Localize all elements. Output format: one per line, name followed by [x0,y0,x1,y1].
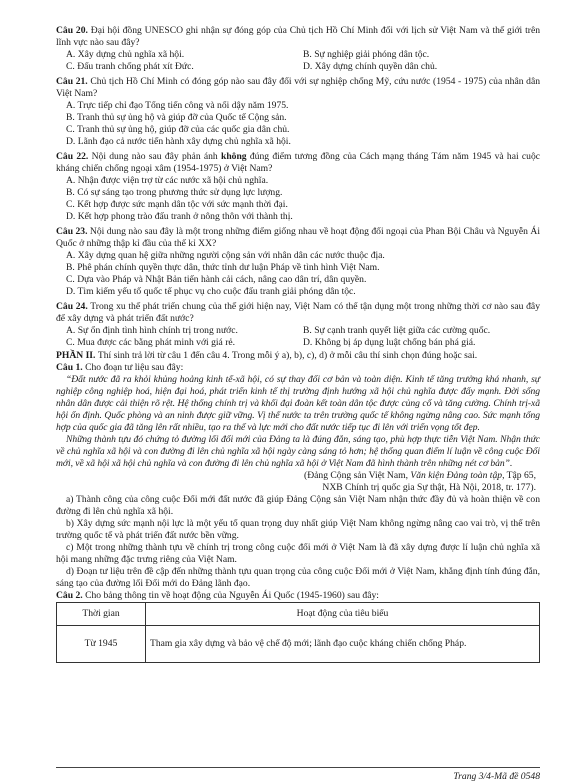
option-d: D. Xây dựng chính quyền dân chủ. [303,61,438,72]
table-cell: Từ 1945 [57,626,146,663]
citation-title: Văn kiện Đảng toàn tập [410,470,503,481]
option-d: D. Không bị áp dụng luật chống bán phá giá. [303,337,476,348]
option-d: D. Tìm kiếm yếu tố quốc tế phục vụ cho cuộc đấu tranh giải phóng dân tộc. [66,286,356,297]
question-23 [56,226,540,298]
part2-question-2 [56,590,540,663]
table-header-cell: Thời gian [57,603,146,626]
option-b: B. Phê phán chính quyền thực dân, thức tỉnh dư luận Pháp về tình hình Việt Nam. [66,262,380,273]
page-footer: Trang 3/4-Mã đề 0548 [453,771,540,782]
option-c: C. Đấu tranh chống phát xít Đức. [66,61,194,72]
option-a: A. Xây dựng chủ nghĩa xã hội. [66,49,185,60]
option-d: D. Lãnh đạo cả nước tiến hành xây dựng chủ nghĩa xã hội. [66,136,291,147]
part-2-heading [56,350,540,362]
exam-page [56,25,541,782]
activity-table [56,602,540,663]
option-a: A. Xây dựng quan hệ giữa những người cộng sản với nhân dân các nước thuộc địa. [66,250,385,261]
question-21 [56,76,540,148]
question-20 [56,25,540,73]
question-number: Câu 1. [56,362,83,373]
question-22 [56,151,540,223]
question-text: Đại hội đồng UNESCO ghi nhận sự đóng góp của Chủ tịch Hồ Chí Minh đối với lịch sử Việt Nam và thế giới trên lĩnh vực nào sau đây? [56,25,540,48]
question-24 [56,301,540,349]
option-b: B. Tranh thủ sự ủng hộ và giúp đỡ của Quốc tế Cộng sản. [66,112,287,123]
statement-b: b) Xây dựng sức mạnh nội lực là một yếu tố quan trọng duy nhất giúp Việt Nam không ngừng nâng cao vai trò, vị thế trên trường quốc tế và phát triển đất nước bền vững. [56,518,540,541]
footer-divider [56,767,540,768]
question-number: Câu 23. [56,226,88,237]
quote-paragraph-1: “Đất nước đã ra khỏi khủng hoảng kinh tế-xã hội, có sự thay đổi cơ bản và toàn diện. Kinh tế tăng trưởng khá nhanh, sự nghiệp công nghiệp hoá, hiện đại hoá, phát triển kinh tế thị trường định hướng xã hội chủ nghĩa được đẩy mạnh. Đời sống nhân dân được cải thiện rõ rệt. Hệ thống chính trị và khối đại đoàn kết toàn dân tộc được củng cố và tăng cường. Chính trị-xã hội ổn định. Quốc phòng và an ninh được giữ vững. Vị thế nước ta trên trường quốc tế không ngừng nâng cao. Sức mạnh tổng hợp của quốc gia đã tăng lên rất nhiều, tạo ra thế và lực mới cho đất nước tiếp tục đi lên với triển vọng tốt đẹp. [56,374,540,433]
part-2-instructions: Thí sinh trả lời từ câu 1 đến câu 4. Trong mỗi ý a), b), c), d) ở mỗi câu thí sinh chọn đúng hoặc sai. [97,350,478,361]
question-text: Trong xu thế phát triển chung của thế giới hiện nay, Việt Nam có thể tận dụng một trong những thời cơ nào sau đây để xây dựng và phát triển đất nước? [56,301,540,324]
option-b: B. Có sự sáng tạo trong phương thức sử dụng lực lượng. [66,187,283,198]
quote-paragraph-2: Những thành tựu đó chứng tỏ đường lối đổi mới của Đảng ta là đúng đắn, sáng tạo, phù hợp thực tiễn Việt Nam. Nhận thức về chủ nghĩa xã hội và con đường đi lên chủ nghĩa xã hội ngày càng sáng tỏ hơn; hệ thống quan điểm lí luận về công cuộc Đổi mới, về xã hội xã hội chủ nghĩa và con đường đi lên chủ nghĩa xã hội ở Việt Nam đã hình thành trên những nét cơ bản”. [56,434,540,469]
question-text-post: đúng điểm tương đồng của Cách mạng tháng Tám năm 1945 và hai cuộc kháng chiến chống ngoại xâm (1954-1975) ở Việt Nam? [56,151,540,174]
statement-a: a) Thành công của công cuộc Đổi mới đất nước đã giúp Đảng Cộng sản Việt Nam nhận thức đầy đủ và hoàn thiện về con đường đi lên chủ nghĩa xã hội. [56,494,540,517]
question-number: Câu 24. [56,301,88,312]
option-c: C. Kết hợp được sức mạnh dân tộc với sức mạnh thời đại. [66,199,288,210]
question-number: Câu 21. [56,76,88,87]
option-a: A. Trực tiếp chỉ đạo Tổng tiến công và nổi dậy năm 1975. [66,100,289,111]
option-c: C. Mua được các bằng phát minh với giá rẻ. [66,337,236,348]
citation-line-1 [56,470,540,482]
option-d: D. Kết hợp phong trào đấu tranh ở nông thôn với thành thị. [66,211,293,222]
table-cell: Tham gia xây dựng và bảo vệ chế độ mới; lãnh đạo cuộc kháng chiến chống Pháp. [146,626,540,663]
part-2-label: PHẦN II. [56,350,96,361]
question-number: Câu 20. [56,25,88,36]
question-intro: Cho bảng thông tin về hoạt động của Nguyễn Ái Quốc (1945-1960) sau đây: [85,590,379,601]
question-text: Chủ tịch Hồ Chí Minh có đóng góp nào sau đây đối với sự nghiệp chống Mỹ, cứu nước (1954 - 1975) của nhân dân Việt Nam? [56,76,541,99]
citation-author: (Đảng Cộng sản Việt Nam, [304,470,411,481]
part2-question-1 [56,362,540,590]
question-text-emphasis: không [221,151,247,162]
table-row [57,626,540,663]
table-header-row [57,603,540,626]
table-header-cell: Hoạt động của tiêu biểu [146,603,540,626]
option-c: C. Tranh thủ sự ủng hộ, giúp đỡ của các quốc gia dân chủ. [66,124,290,135]
citation-line-2: NXB Chính trị quốc gia Sự thật, Hà Nội, 2018, tr. 177). [322,482,536,493]
question-number: Câu 2. [56,590,83,601]
source-quote [56,374,540,470]
question-intro: Cho đoạn tư liệu sau đây: [85,362,184,373]
option-b: B. Sự nghiệp giải phóng dân tộc. [303,49,430,60]
option-a: A. Sự ổn định tình hình chính trị trong nước. [66,325,238,336]
citation-volume: , Tập 65, [502,470,536,481]
question-number: Câu 22. [56,151,89,162]
question-text-pre: Nội dung nào sau đây phản ánh [91,151,221,162]
option-c: C. Dựa vào Pháp và Nhật Bản tiến hành cải cách, nâng cao dân trí, dân quyền. [66,274,367,285]
question-text: Nội dung nào sau đây là một trong những điểm giống nhau về hoạt động đối ngoại của Phan Bội Châu và Nguyễn Ái Quốc ở những thập kỉ đầu của thế kỉ XX? [56,226,541,249]
option-b: B. Sự cạnh tranh quyết liệt giữa các cường quốc. [303,325,491,336]
statement-d: d) Đoạn tư liệu trên đề cập đến những thành tựu quan trọng của công cuộc Đổi mới ở Việt Nam, khẳng định tính đúng đắn, sáng tạo của đường lối Đổi mới do Đảng lãnh đạo. [56,566,540,589]
statement-c: c) Một trong những thành tựu về chính trị trong công cuộc đổi mới ở Việt Nam là đã xây dựng được lí luận chủ nghĩa xã hội mang những đặc trưng riêng của Việt Nam. [56,542,540,565]
option-a: A. Nhận được viện trợ từ các nước xã hội chủ nghĩa. [66,175,269,186]
